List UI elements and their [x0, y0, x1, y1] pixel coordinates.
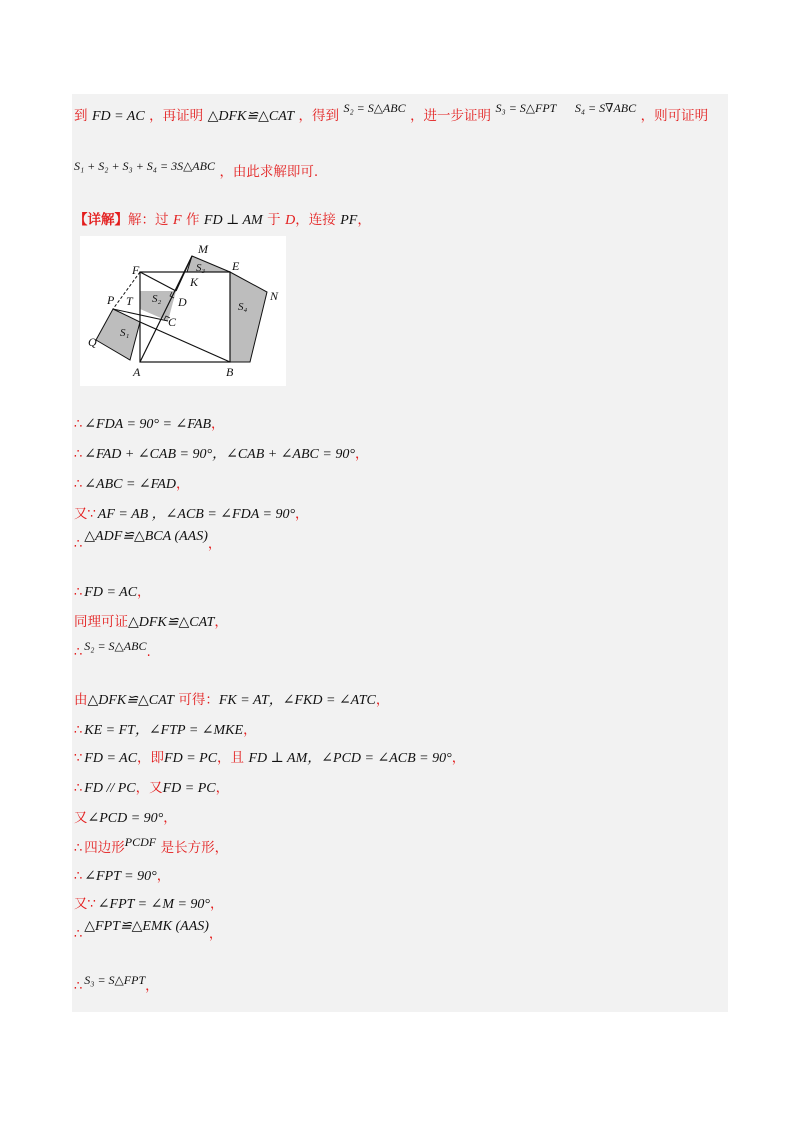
proof-step-15: ∴ ∠FPT = 90°，	[74, 868, 171, 884]
proof-step-17: ∴△FPT≌△EMK (AAS)，	[74, 919, 223, 942]
label-k: K	[190, 275, 199, 289]
proof-step-1: ∴ ∠FDA = 90° = ∠FAB，	[74, 416, 225, 432]
proof-step-16: 又∵ ∠FPT = ∠M = 90°，	[74, 896, 224, 912]
proof-step-14: ∴ 四边形PCDF 是长方形，	[74, 835, 229, 856]
detail-heading: 【详解】解：过 F 作 FD ⊥ AM 于 D，连接 PF，	[74, 212, 371, 228]
proof-step-12: ∴ FD // PC，又FD = PC，	[74, 780, 230, 796]
proof-step-11: ∵ FD = AC，即FD = PC，且 FD ⊥ AM，∠PCD = ∠ACB = 90°，	[74, 750, 466, 766]
label-s2: S₂	[152, 293, 162, 305]
geometry-figure	[80, 236, 286, 386]
proof-step-6: ∴ FD = AC，	[74, 584, 151, 600]
geometry-diagram	[80, 236, 286, 386]
proof-step-18: ∴ S₃ = S△FPT，	[74, 973, 159, 994]
proof-step-5: ∴△ADF≌△BCA (AAS)，	[74, 529, 222, 552]
proof-step-2: ∴ ∠FAD + ∠CAB = 90°，∠CAB + ∠ABC = 90°，	[74, 446, 369, 462]
proof-step-13: 又∠PCD = 90°，	[74, 810, 177, 826]
line-cb	[140, 322, 230, 362]
label-f: F	[132, 263, 140, 277]
proof-step-3: ∴ ∠ABC = ∠FAD，	[74, 476, 190, 492]
square-abef	[140, 272, 230, 362]
solution-intro-line-2: S₁ + S₂ + S₃ + S₄ = 3S△ABC ，由此求解即可.	[74, 159, 319, 180]
shaded-region-s1	[96, 309, 140, 360]
proof-step-7: 同理可证△DFK≌△CAT，	[74, 614, 228, 630]
proof-step-10: ∴ KE = FT，∠FTP = ∠MKE，	[74, 722, 257, 738]
shaded-region-s3	[187, 256, 230, 272]
label-c: C	[168, 315, 177, 329]
label-b: B	[226, 365, 234, 379]
label-a: A	[133, 365, 141, 379]
label-t: T	[126, 294, 133, 308]
label-n: N	[270, 289, 279, 303]
label-p: P	[107, 293, 115, 307]
solution-intro-line-1: 到 FD = AC ，再证明 △DFK≌△CAT ，得到 S₂ = S△ABC ，进一步证明 S₃ = S△FPT S₄ = S∇ABC ，则可证明	[74, 101, 709, 124]
label-s3: S₃	[196, 262, 206, 274]
label-m: M	[198, 242, 208, 256]
label-e: E	[232, 259, 240, 273]
label-d: D	[178, 295, 187, 309]
proof-step-9: 由△DFK≌△CAT 可得：FK = AT，∠FKD = ∠ATC，	[74, 692, 390, 708]
label-s1: S₁	[120, 327, 130, 339]
label-s4: S₄	[238, 301, 248, 313]
proof-step-8: ∴ S₂ = S△ABC.	[74, 639, 151, 660]
line-fd	[140, 272, 176, 291]
shaded-region-s4	[230, 272, 267, 362]
label-q: Q	[88, 335, 97, 349]
proof-step-4: 又∵ AF = AB ，∠ACB = ∠FDA = 90°，	[74, 506, 309, 522]
